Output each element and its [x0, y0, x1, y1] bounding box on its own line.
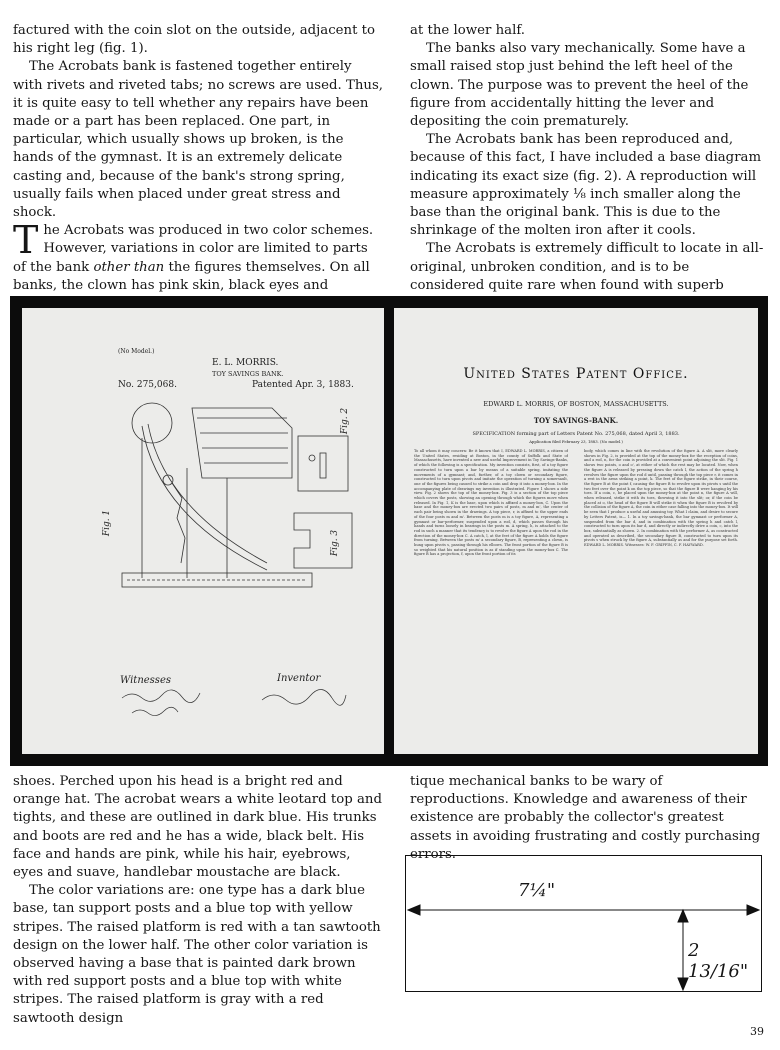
patent-office-title: United States Patent Office. — [463, 366, 689, 382]
drawing-inventor-name: E. L. MORRIS. — [212, 358, 279, 368]
height-label: 2 13/16" — [688, 940, 749, 982]
drop-cap: T — [13, 218, 39, 263]
fig2-label: Fig. 2 — [340, 407, 351, 435]
spec-column-2: body, which comes in line with the revolution of the figure A. A slit, more clearly shown in Fig. 2, is provided at the top of the money-box for the reception of coins, and a rod, n, for the coin is provided at a convenient point adjoining the slit. Fig. 1 shows two points, o and o', at either of which the rest may be located. Now, when the figure A is released by pressing down the catch l, the action of the spring h revolves the figure upon the rod d until, passing through the top piece r, it comes in a rest in the arms striking a point, k. The feet of the figure strike, in their course, the figure B at the point f, causing the figure B to revolve upon its pivots s until the two feet over the point k on the top piece, so that the figure B were hanging by his toes. If a coin, c, be placed upon the money-box at the point n, the figure A will, when released, strike it with its toes, throwing it into the slit; or, if the coin be placed at o, the head of the figure B will strike it when the figure B is revolved by the collision of the figure A, the coin in either case falling into the money-box. It will be seen that I produce a useful and amusing toy. What I claim, and desire to secure by Letters Patent, is— 1. In a toy savings-bank, the bar gymnast or performer A, suspended from the bar d, and in combination with the spring h and catch l, constructed to turn upon its bar d, and directly or indirectly drive a coin, c, into the box, substantially as shown. 2. In combination with the performer A, as constructed and operated as described, the secondary figure B, constructed to turn upon its pivots s when struck by the figure A, substantially as and for the purpose set forth. EDWARD L. MORRIS. Witnesses: W. F. GRIFFIN, C. F. HAYWARD. — [584, 449, 738, 548]
paragraph: The Acrobats bank has been reproduced and, because of this fact, I have included a base diagram indicating its exact size (fig. 2). A reproduction will measure approximately ⅛ inch smaller along the base than the original bank. This is due to the shrinkage of the molten iron after it cools. — [410, 132, 762, 239]
patent-number: No. 275,068. — [118, 380, 177, 390]
application-line: Application filed February 23, 1883. (No model.) — [529, 439, 623, 444]
patent-specification-sheet — [394, 308, 758, 754]
paragraph: factured with the coin slot on the outside, adjacent to his right leg (fig. 1). — [13, 23, 375, 57]
paragraph: The Acrobats is extremely difficult to locate in all-original, unbroken condition, and is to be considered quite rare when found with superb — [410, 241, 764, 293]
paragraph: The color variations are: one type has a dark blue base, tan support posts and a blue top with yellow stripes. The raised platform is red with a tan sawtooth design on the lower half. The other color variation is observed having a base that is painted dark brown with red support posts and a blue top with white stripes. The raised platform is gray with a red sawtooth design — [13, 883, 381, 1026]
paragraph: shoes. Perched upon his head is a bright red and orange hat. The acrobat wears a white leotard top and tights, and these are outlined in dark blue. His trunks and boots are red and he has a wide, black belt. His face and hands are pink, while his hair, eyebrows, eyes and suave, handlebar moustache are black. — [13, 774, 382, 881]
witnesses-label: Witnesses — [120, 675, 171, 686]
column-bottom-right — [410, 773, 765, 864]
spec-inventor-line: EDWARD L. MORRIS, OF BOSTON, MASSACHUSETTS. — [483, 400, 669, 408]
paragraph: The banks also vary mechanically. Some have a small raised stop just behind the left heel of the clown. The purpose was to prevent the heel of the figure from accidentally hitting the lever and depositing the coin prematurely. — [410, 41, 749, 130]
fig1-label: Fig. 1 — [102, 509, 113, 537]
page-number: 39 — [750, 1025, 764, 1038]
spec-line: SPECIFICATION forming part of Letters Patent No. 275,068, dated April 3, 1883. — [472, 431, 680, 437]
spec-title: TOY SAVINGS-BANK. — [533, 416, 619, 425]
emphasis-text: other than — [93, 259, 165, 275]
drawing-title: TOY SAVINGS BANK. — [212, 370, 284, 378]
patent-date: Patented Apr. 3, 1883. — [252, 380, 354, 390]
paragraph: at the lower half. — [410, 23, 526, 38]
spec-column-1: To all whom it may concern: Be it known that I, EDWARD L. MORRIS, a citizen of the United States, residing at Boston, in the county of Suffolk and State of Massachusetts, have invented a new and useful Improvement in Toy Savings-Banks, of which the following is a specification. My invention consists, first, of a toy figure constructed to turn upon a bar by means of a suitable spring, imitating the movements of a gymnast; and, further, of a toy clown or secondary figure, constructed to turn upon pivots and imitate the operation of turning a somersault, one of the figures being caused to strike a coin and drop it into a money-box. In the accompanying plate of drawings my invention is illustrated. Figure 1 shows a side view. Fig. 2 shows the top of the money-box. Fig. 3 is a section of the top piece which covers the posts, showing an opening through which the figures move when released. In Fig. 1, K is the base, upon which is affixed a money-box, C. Upon the base and the money-box are erected two pairs of posts, m and m', the center of each pair being shown in the drawings. A top piece, r, is affixed to the upper ends of the four posts m and m'. Between the posts m is a toy figure, A, representing a gymnast or bar-performer, suspended upon a rod, d, which passes through his hands and turns loosely in bearings in the posts m. A spring, h, is attached to the rod in such a manner that its tendency is to revolve the figure A upon the rod in the direction of the money-box C. A catch, l, at the feet of the figure A holds the figure from turning. Between the posts m' a secondary figure, B, representing a clown, is hung upon pivots s, passing through his elbows. The front portion of the figure B is so weighted that his natural position is as if standing upon the money-box C. The figure B has a projection, f, upon the front portion of its — [414, 449, 568, 557]
signatures — [22, 308, 384, 754]
column-bottom-left — [13, 773, 383, 1028]
paragraph-text: he Acrobats was produced in two color schemes. However, variations in color are limited to parts of the bank — [13, 223, 374, 275]
patent-drawing-sheet — [22, 308, 384, 754]
base-size-diagram — [405, 855, 762, 992]
paragraph: tique mechanical banks to be wary of reproductions. Knowledge and awareness of their existence are probably the collector's greatest assets in avoiding frustrating and costly purchasing errors. — [410, 774, 761, 862]
fig3-label: Fig. 3 — [330, 529, 341, 557]
width-label: 7¼" — [518, 880, 556, 901]
model-note: (No Model.) — [118, 348, 155, 355]
patent-figure — [10, 296, 768, 766]
paragraph-text: the figures themselves. On all banks, the clown has pink skin, black eyes and — [13, 259, 370, 293]
inventor-label: Inventor — [277, 673, 321, 684]
paragraph: The Acrobats bank is fastened together entirely with rivets and riveted tabs; no screws are used. Thus, it is quite easy to tell whether any repairs have been made or a part has been replaced. One part, in particular, which usually shows up broken, is the hands of the gymnast. It is an extremely delicate casting and, because of the bank's strong spring, usually fails when placed under great stress and shock. — [13, 59, 384, 221]
